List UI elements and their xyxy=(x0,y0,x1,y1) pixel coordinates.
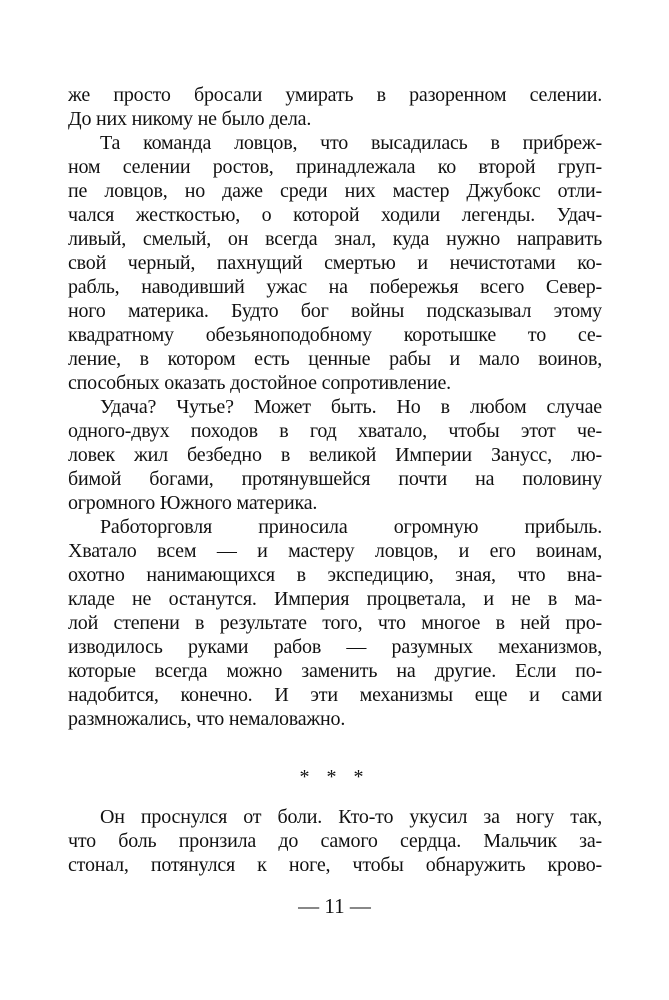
text-line: огромного Южного материка. xyxy=(68,492,318,514)
text-line: ного материка. Будто бог войны подсказывал этому xyxy=(68,300,602,322)
text-line: Хватало всем — и мастеру ловцов, и его воинам, xyxy=(68,540,602,562)
text-line: ление, в котором есть ценные рабы и мало воинов, xyxy=(68,348,602,370)
text-line: квадратному обезьяноподобному коротышке то се- xyxy=(68,324,602,346)
text-line: бимой богами, протянувшейся почти на половину xyxy=(68,468,602,490)
text-line: надобится, конечно. И эти механизмы еще и сами xyxy=(68,684,602,706)
text-line: кладе не останутся. Империя процветала, и не в ма- xyxy=(68,588,602,610)
text-line: что боль пронзила до самого сердца. Мальчик за- xyxy=(68,830,602,852)
text-line: пе ловцов, но даже среди них мастер Джубокс отли- xyxy=(68,180,602,202)
text-line: одного-двух походов в год хватало, чтобы этот че- xyxy=(68,420,602,442)
text-line: же просто бросали умирать в разоренном селении. xyxy=(68,84,602,106)
section-separator: * * * xyxy=(299,766,370,788)
text-line: охотно нанимающихся в экспедицию, зная, что вна- xyxy=(68,564,602,586)
text-line: ливый, смелый, он всегда знал, куда нужно направить xyxy=(68,228,602,250)
text-line: свой черный, пахнущий смертью и нечистотами ко- xyxy=(68,252,602,274)
text-line: ном селении ростов, принадлежала ко второй груп- xyxy=(68,156,602,178)
text-line: Та команда ловцов, что высадилась в прибреж- xyxy=(100,132,602,154)
text-line: ловек жил безбедно в великой Империи Занусс, лю- xyxy=(68,444,602,466)
text-line: рабль, наводивший ужас на побережья всего Север- xyxy=(68,276,602,298)
text-line: способных оказать достойное сопротивление. xyxy=(68,372,451,394)
text-line: Он проснулся от боли. Кто-то укусил за ногу так, xyxy=(100,806,602,828)
text-line: лой степени в результате того, что многое в ней про- xyxy=(68,612,602,634)
page-number: — 11 — xyxy=(298,894,371,918)
text-line: размножались, что немаловажно. xyxy=(68,708,346,730)
text-line: Работорговля приносила огромную прибыль. xyxy=(100,516,602,538)
text-line: Удача? Чутье? Может быть. Но в любом случае xyxy=(100,396,602,418)
text-line: чался жесткостью, о которой ходили легенды. Удач- xyxy=(68,204,602,226)
text-line: До них никому не было дела. xyxy=(68,108,312,130)
text-line: стонал, потянулся к ноге, чтобы обнаружить крово- xyxy=(68,854,602,876)
text-line: изводилось руками рабов — разумных механизмов, xyxy=(68,636,602,658)
text-line: которые всегда можно заменить на другие. Если по- xyxy=(68,660,602,682)
